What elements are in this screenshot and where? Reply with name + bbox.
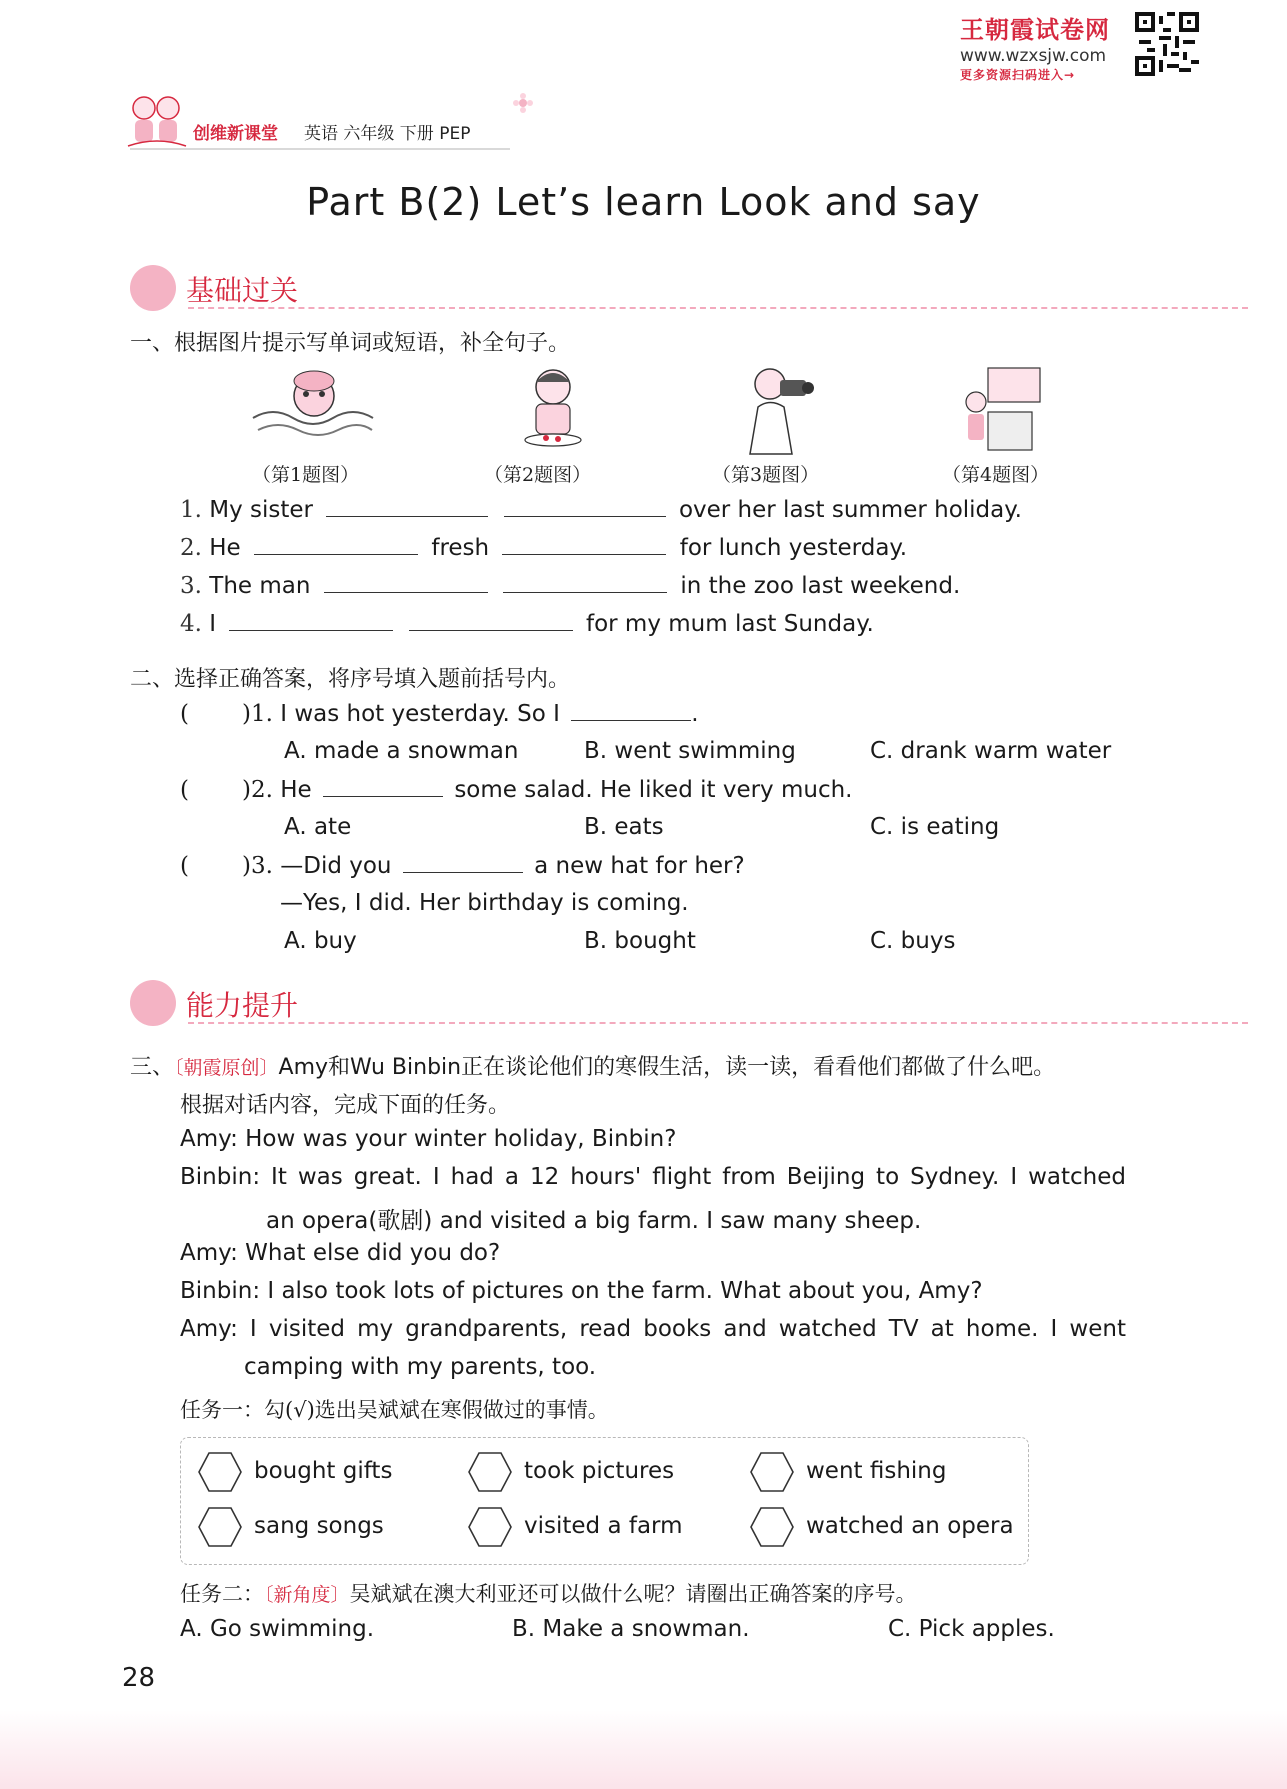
answer-blank[interactable] xyxy=(504,496,666,517)
answer-blank[interactable] xyxy=(571,700,691,721)
item-text: I xyxy=(209,611,217,637)
item-text: He xyxy=(280,777,312,803)
flower-decoration-icon xyxy=(512,92,534,114)
item-number: 3. xyxy=(180,573,202,599)
man-camera-picture xyxy=(728,362,824,456)
caption-1: （第1题图） xyxy=(252,464,360,486)
item-text: . xyxy=(691,701,699,727)
q2-item-1 xyxy=(180,700,699,727)
hexagon-checkbox-icon[interactable] xyxy=(468,1505,512,1549)
hexagon-checkbox-icon[interactable] xyxy=(198,1450,242,1494)
qr-code-icon[interactable] xyxy=(1135,12,1199,76)
item-text: for my mum last Sunday. xyxy=(586,611,874,637)
task2-text: 吴斌斌在澳大利亚还可以做什么呢？请圈出正确答案的序号。 xyxy=(349,1582,917,1606)
caption-2: （第2题图） xyxy=(484,464,592,486)
answer-paren[interactable]: ( xyxy=(180,777,189,803)
option-c[interactable]: C. buys xyxy=(870,928,956,954)
q1-item-4 xyxy=(180,610,874,637)
option-a[interactable]: A. buy xyxy=(284,928,357,954)
q3-intro-text: Amy和Wu Binbin正在谈论他们的寒假生活，读一读，看看他们都做了什么吧。 xyxy=(278,1055,1056,1080)
girl-cooking-picture xyxy=(958,362,1044,454)
task2-option-a[interactable]: A. Go swimming. xyxy=(180,1616,375,1642)
item-number: 4. xyxy=(180,611,202,637)
brand-block xyxy=(960,10,1160,83)
option-c[interactable]: C. drank warm water xyxy=(870,738,1112,764)
q1-item-1 xyxy=(180,496,1022,523)
item-text: a new hat for her? xyxy=(534,853,745,879)
task1-option[interactable]: watched an opera xyxy=(806,1513,1014,1539)
option-b[interactable]: B. went swimming xyxy=(584,738,796,764)
header-divider xyxy=(130,148,510,150)
kids-mascot-icon xyxy=(126,92,188,150)
option-b[interactable]: B. eats xyxy=(584,814,664,840)
q1-item-2 xyxy=(180,534,907,561)
q2-title: 二、选择正确答案，将序号填入题前括号内。 xyxy=(130,667,571,692)
answer-blank[interactable] xyxy=(409,610,573,631)
hexagon-checkbox-icon[interactable] xyxy=(198,1505,242,1549)
caption-4: （第4题图） xyxy=(942,464,1050,486)
answer-blank[interactable] xyxy=(326,496,488,517)
answer-blank[interactable] xyxy=(229,610,393,631)
page-number: 28 xyxy=(122,1663,156,1693)
dialogue-line: Amy: How was your winter holiday, Binbin? xyxy=(180,1126,677,1152)
q2-item-2 xyxy=(180,776,853,803)
task2-prefix: 任务二： xyxy=(180,1582,264,1606)
page-title: Part B(2) Let’s learn Look and say xyxy=(306,180,981,224)
task2-option-b[interactable]: B. Make a snowman. xyxy=(512,1616,750,1642)
item-text: some salad. He liked it very much. xyxy=(454,777,853,803)
item-text: My sister xyxy=(209,497,314,523)
dialogue-line: Amy: I visited my grandparents, read books and watched TV at home. I went xyxy=(180,1316,1126,1342)
task2-option-c[interactable]: C. Pick apples. xyxy=(888,1616,1055,1642)
dialogue-line: Binbin: I also took lots of pictures on the farm. What about you, Amy? xyxy=(180,1278,983,1304)
hexagon-checkbox-icon[interactable] xyxy=(750,1450,794,1494)
brand-url[interactable]: www.wzxsjw.com xyxy=(960,46,1107,66)
q1-title: 一、根据图片提示写单词或短语，补全句子。 xyxy=(130,331,571,356)
section-divider xyxy=(188,307,1248,309)
item-number: )2. xyxy=(242,777,273,803)
item-text: I was hot yesterday. So I xyxy=(280,701,560,727)
item-text: He xyxy=(209,535,241,561)
option-a[interactable]: A. made a snowman xyxy=(284,738,519,764)
dialogue-line: Amy: What else did you do? xyxy=(180,1240,501,1266)
dialogue-line: camping with my parents, too. xyxy=(244,1354,597,1380)
girl-badge-icon xyxy=(130,265,176,311)
item-text: in the zoo last weekend. xyxy=(680,573,961,599)
task1-option[interactable]: sang songs xyxy=(254,1513,384,1539)
dialogue-line: an opera(歌剧) and visited a big farm. I saw many sheep. xyxy=(266,1208,922,1234)
answer-blank[interactable] xyxy=(403,852,523,873)
q3-intro xyxy=(130,1050,1055,1081)
q2-item-3-reply: —Yes, I did. Her birthday is coming. xyxy=(280,890,689,916)
task1-option[interactable]: went fishing xyxy=(806,1458,947,1484)
q2-item-3 xyxy=(180,852,745,879)
q3-tag: 〔朝霞原创〕 xyxy=(174,1057,279,1079)
hexagon-checkbox-icon[interactable] xyxy=(750,1505,794,1549)
item-number: 2. xyxy=(180,535,202,561)
item-number: )1. xyxy=(242,701,273,727)
task1-options-box xyxy=(180,1437,1029,1565)
item-text: for lunch yesterday. xyxy=(679,535,908,561)
series-name: 创维新课堂 xyxy=(193,124,278,144)
section-header-advanced xyxy=(130,980,1130,1026)
swimming-girl-picture xyxy=(248,366,378,450)
task1-option[interactable]: bought gifts xyxy=(254,1458,393,1484)
section-divider xyxy=(188,1022,1248,1024)
task1-title: 任务一：勾(√)选出吴斌斌在寒假做过的事情。 xyxy=(180,1398,609,1422)
subject-info: 英语 六年级 下册 PEP xyxy=(304,124,471,144)
section-header-basic xyxy=(130,265,1130,311)
dialogue-line: Binbin: It was great. I had a 12 hours' flight from Beijing to Sydney. I watched xyxy=(180,1164,1126,1190)
section-title-advanced: 能力提升 xyxy=(186,989,299,1022)
answer-paren[interactable]: ( xyxy=(180,853,189,879)
monkey-badge-icon xyxy=(130,980,176,1026)
item-text: over her last summer holiday. xyxy=(678,497,1022,523)
option-b[interactable]: B. bought xyxy=(584,928,696,954)
answer-blank[interactable] xyxy=(323,776,443,797)
caption-3: （第3题图） xyxy=(712,464,820,486)
option-c[interactable]: C. is eating xyxy=(870,814,1000,840)
option-a[interactable]: A. ate xyxy=(284,814,352,840)
task2-title xyxy=(180,1578,917,1608)
task1-option[interactable]: visited a farm xyxy=(524,1513,683,1539)
section-title-basic: 基础过关 xyxy=(186,274,299,307)
item-text: The man xyxy=(209,573,311,599)
q3-intro-2: 根据对话内容，完成下面的任务。 xyxy=(180,1093,511,1118)
item-text: —Did you xyxy=(280,853,392,879)
item-text: fresh xyxy=(431,535,490,561)
answer-blank[interactable] xyxy=(502,534,666,555)
answer-blank[interactable] xyxy=(324,572,488,593)
answer-paren[interactable]: ( xyxy=(180,701,189,727)
q1-item-3 xyxy=(180,572,960,599)
answer-blank[interactable] xyxy=(254,534,418,555)
task1-option[interactable]: took pictures xyxy=(524,1458,675,1484)
brand-scan-text: 更多资源扫码进入→ xyxy=(960,68,1076,82)
task2-tag: 〔新角度〕 xyxy=(264,1584,350,1606)
item-number: 1. xyxy=(180,497,202,523)
footer-band xyxy=(0,1710,1287,1789)
answer-blank[interactable] xyxy=(503,572,667,593)
boy-eating-picture xyxy=(508,362,598,452)
q3-prefix: 三、 xyxy=(130,1055,175,1080)
brand-name: 王朝霞试卷网 xyxy=(960,16,1110,44)
hexagon-checkbox-icon[interactable] xyxy=(468,1450,512,1494)
item-number: )3. xyxy=(242,853,273,879)
